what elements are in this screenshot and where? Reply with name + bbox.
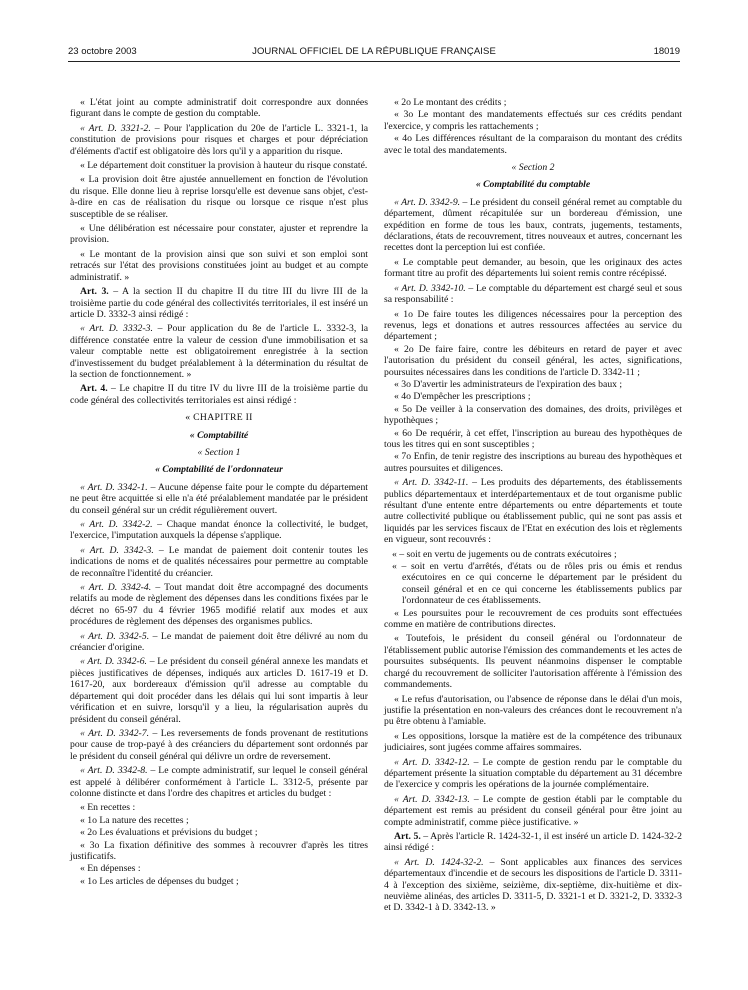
- body-paragraph: « Le refus d'autorisation, ou l'absence de réponse dans le délai d'un mois, justifie la présentation en non-valeurs des créances dont le recouvrement n'a pu être obtenu à l'amiable.: [384, 693, 682, 728]
- page-header: [68, 44, 680, 60]
- article-text: – Tout mandat doit être accompagné des documents relatifs au mode de règlement des dépenses dans les conditions fixées par le décret no 65-97 du 4 février 1965 modifié relatif aux modes et aux procédures de règlement des dépenses des organismes publics.: [70, 582, 368, 628]
- code-article-paragraph: [70, 582, 368, 628]
- article-text: – Le mandat de paiement doit contenir toutes les indications de noms et de qualités nécessaires pour permettre au comptable de reconnaître l'identité du créancier.: [70, 544, 368, 579]
- article-text: – Les produits des départements, des établissements publics départementaux et interdépartementaux et de tout organisme public résultant d'une entente entre départements ou entre départements et toute autre collectivité publique ou établissement public, qui ne sont pas assis et liquidés par les services fiscaux de l'Etat en exécution des lois et règlements en vigueur, sont recouvrés :: [384, 477, 682, 546]
- article-reference: « Art. D. 3342-7.: [80, 727, 150, 739]
- header-date: 23 octobre 2003: [68, 46, 137, 57]
- section-heading: « Section 2: [511, 162, 555, 174]
- article-reference: « Art. D. 3321-2.: [80, 122, 151, 134]
- body-paragraph: « Le département doit constituer la provision à hauteur du risque constaté.: [80, 160, 368, 172]
- body-paragraph: « Toutefois, le président du conseil général ou l'ordonnateur de l'établissement public autorise l'émission des commandements et les actes de poursuites subséquents. Ils peuvent néanmoins dispenser le comptable chargé du recouvrement de solliciter l'autorisation afférente à l'émission des commandements.: [384, 633, 682, 691]
- article-text: – Le chapitre II du titre IV du livre III de la troisième partie du code général des collectivités territoriales est ainsi rédigé :: [70, 383, 368, 406]
- body-paragraph: « Les poursuites pour le recouvrement de ces produits sont effectuées comme en matière de contributions directes.: [384, 607, 682, 631]
- body-paragraph: « 3o La fixation définitive des sommes à recouvrer d'après les titres justificatifs.: [70, 839, 368, 862]
- article-reference: Art. 4.: [80, 383, 108, 395]
- body-paragraph: « Le montant de la provision ainsi que son suivi et son emploi sont retracés sur l'état des provisions constituées joint au budget et au compte administratif. »: [70, 248, 368, 283]
- body-paragraph: « 3o Le montant des mandatements effectués sur ces crédits pendant l'exercice, y compris les rattachements ;: [384, 109, 682, 132]
- body-paragraph: « 7o Enfin, de tenir registre des inscriptions au bureau des hypothèques et autres poursuites et diligences.: [384, 451, 682, 474]
- body-paragraph: « En recettes :: [80, 802, 136, 814]
- journal-title: JOURNAL OFFICIEL DE LA RÉPUBLIQUE FRANÇAISE: [252, 46, 496, 57]
- article-text: – Le compte administratif, sur lequel le conseil général est appelé à délibérer conformément à l'article L. 3312-5, présente par colonne distincte et dans l'ordre des chapitres et articles du budget :: [70, 765, 368, 799]
- article-reference: « Art. D. 3342-9.: [394, 196, 461, 208]
- article-text: – Le mandat de paiement doit être délivré au nom du créancier d'origine.: [70, 630, 368, 654]
- body-paragraph: « 2o Les évaluations et prévisions du budget ;: [80, 827, 258, 839]
- article-paragraph: [70, 286, 368, 320]
- code-article-paragraph: [70, 656, 368, 724]
- article-reference: Art. 3.: [80, 286, 109, 298]
- article-reference: « Art. D. 3342-11.: [394, 477, 469, 489]
- body-paragraph: « 5o De veiller à la conservation des domaines, des droits, privilèges et hypothèques ;: [384, 403, 682, 427]
- article-text: – Le président du conseil général remet au comptable du département, dûment récapitulée sur un bordereau d'émission, une expédition en forme de tous les baux, contrats, jugements, testaments, déclarations, états de recouvrement, titres nouveaux et autres, concernant les recettes dont la perception lui est confiée.: [384, 196, 682, 254]
- body-paragraph: « 1o De faire toutes les diligences nécessaires pour la perception des revenus, legs et donations et autres ressources affectées au service du département ;: [384, 308, 682, 343]
- body-paragraph: « 1o Les articles de dépenses du budget ;: [80, 875, 239, 887]
- left-column: [70, 97, 368, 888]
- page-number: 18019: [653, 46, 680, 57]
- code-article-paragraph: [384, 857, 682, 914]
- article-text: – Pour l'application du 20e de l'article L. 3321-1, la constitution de provisions pour risques et charges et pour dépréciation d'éléments d'actif est obligatoire dès lors qu'il y a apparition du risque.: [70, 122, 368, 157]
- article-reference: « Art. D. 3342-12.: [394, 756, 470, 768]
- article-text: – Le compte de gestion rendu par le comptable du département présente la situation comptable du département au 31 décembre de l'exercice y compris les opérations de la journée complémentaire.: [384, 756, 682, 791]
- article-text: – A la section II du chapitre II du titre III du livre III de la troisième partie du code général des collectivités territoriales, il est inséré un article D. 3332-3 ainsi rédigé :: [70, 286, 368, 320]
- article-reference: « Art. D. 3342-6.: [80, 656, 147, 668]
- list-item: « – soit en vertu de jugements ou de contrats exécutoires ;: [392, 548, 617, 560]
- body-paragraph: « Le comptable peut demander, au besoin, que les originaux des actes formant titre au profit des départements lui soient remis contre récépissé.: [384, 256, 682, 280]
- code-article-paragraph: [384, 757, 682, 791]
- article-reference: « Art. D. 3342-2.: [80, 519, 153, 530]
- article-text: – Aucune dépense faite pour le compte du département ne peut être acquittée si elle n'a été préalablement mandatée par le président du conseil général sur un crédit régulièrement ouvert.: [70, 481, 368, 516]
- article-reference: « Art. D. 3332-3.: [80, 323, 153, 335]
- code-article-paragraph: [70, 631, 368, 654]
- list-item: « – soit en vertu d'arrêtés, d'états ou de rôles pris ou émis et rendus exécutoires en ce qui concerne le département par le président du conseil général et en ce qui concerne les établissements publics par l'ordonnateur de ces établissements.: [392, 561, 682, 607]
- body-paragraph: « 2o De faire faire, contre les débiteurs en retard de payer et avec l'autorisation du président du conseil général, les actes, significations, poursuites nécessaires dans les conditions de l'article D. 3342-11 ;: [384, 343, 682, 378]
- right-column: [384, 97, 682, 917]
- code-article-paragraph: [384, 794, 682, 828]
- article-reference: « Art. D. 3342-10.: [394, 282, 466, 294]
- article-reference: « Art. D. 3342-3.: [80, 544, 154, 556]
- body-paragraph: « Une délibération est nécessaire pour constater, ajuster et reprendre la provision.: [70, 223, 368, 246]
- article-text: – Le président du conseil général annexe les mandats et pièces justificatives de dépenses, indiqués aux articles D. 1617-19 et D. 1617-20, aux bordereaux d'émission qu'il adresse au comptable du département qui doit procéder dans les délais qui lui sont impartis à leur vérification et en suivre, lorsqu'il y a lieu, la régularisation auprès du président du conseil général.: [70, 656, 368, 725]
- body-paragraph: « L'état joint au compte administratif doit correspondre aux données figurant dans le compte de gestion du comptable.: [70, 97, 368, 120]
- code-article-paragraph: [70, 765, 368, 799]
- article-text: – Les reversements de fonds provenant de restitutions pour cause de trop-payé à des créanciers du département sont ordonnés par le président du conseil général qui délivre un ordre de reversement.: [70, 727, 368, 762]
- article-text: – Le comptable du département est chargé seul et sous sa responsabilité :: [384, 282, 682, 306]
- article-text: – Le compte de gestion établi par le comptable du département est remis au président du conseil général pour être joint au compte administratif, comme pièce justificative. »: [384, 793, 682, 828]
- article-reference: Art. 5.: [394, 830, 421, 842]
- code-article-paragraph: [70, 519, 368, 542]
- article-reference: « Art. D. 1424-32-2.: [394, 856, 484, 868]
- article-paragraph: [70, 383, 368, 406]
- code-article-paragraph: [384, 197, 682, 254]
- body-paragraph: « 4o Les différences résultant de la comparaison du montant des crédits avec le total des mandatements.: [384, 133, 682, 156]
- code-article-paragraph: [70, 482, 368, 516]
- code-article-paragraph: [384, 477, 682, 545]
- article-paragraph: [384, 831, 682, 854]
- header-rule: [68, 61, 680, 62]
- body-paragraph: « En dépenses :: [80, 863, 141, 875]
- section-heading: « Section 1: [197, 446, 241, 458]
- body-paragraph: « La provision doit être ajustée annuellement en fonction de l'évolution du risque. Elle donne lieu à reprise lorsqu'elle est devenue sans objet, c'est-à-dire en cas de réalisation du risque ou lorsque ce risque n'est plus susceptible de se réaliser.: [70, 174, 368, 220]
- body-paragraph: « 1o La nature des recettes ;: [80, 814, 189, 826]
- code-article-paragraph: [70, 123, 368, 157]
- body-paragraph: « 2o Le montant des crédits ;: [394, 97, 507, 108]
- article-reference: « Art. D. 3342-8.: [80, 765, 148, 777]
- body-paragraph: « 3o D'avertir les administrateurs de l'expiration des baux ;: [394, 378, 623, 390]
- article-reference: « Art. D. 3342-4.: [80, 582, 152, 594]
- code-article-paragraph: [70, 323, 368, 380]
- article-text: – Pour application du 8e de l'article L. 3332-3, la différence constatée entre la valeur de cession d'une immobilisation et sa valeur comptable nette est obligatoirement enregistrée à la section d'investissement du budget préalablement à la détermination du résultat de la section de fonctionnement. »: [70, 323, 368, 380]
- article-reference: « Art. D. 3342-1.: [80, 481, 148, 493]
- code-article-paragraph: [70, 728, 368, 762]
- body-paragraph: « 6o De requérir, à cet effet, l'inscription au bureau des hypothèques de tous les titres qui en sont susceptibles ;: [384, 427, 682, 450]
- article-text: – Chaque mandat énonce la collectivité, le budget, l'exercice, l'imputation auxquels la dépense s'applique.: [70, 519, 368, 542]
- section-heading: « Comptabilité: [189, 429, 249, 441]
- section-heading: « Comptabilité du comptable: [475, 179, 591, 191]
- article-reference: « Art. D. 3342-13.: [394, 793, 470, 805]
- code-article-paragraph: [70, 545, 368, 579]
- code-article-paragraph: [384, 283, 682, 306]
- body-paragraph: « 4o D'empêcher les prescriptions ;: [394, 391, 531, 403]
- article-text: – Après l'article R. 1424-32-1, il est inséré un article D. 1424-32-2 ainsi rédigé :: [384, 830, 682, 854]
- section-heading: « CHAPITRE II: [185, 412, 253, 424]
- article-text: – Sont applicables aux finances des services départementaux d'incendie et de secours les dispositions de l'article D. 3311-4 à l'exception des sixième, seizième, dix-septième, dix-huitième et dix-neuvième alinéas, des articles D. 3311-5, D. 3321-1 et D. 3321-2, D. 3332-3 et D. 3342-1 à D. 3342-13. »: [384, 856, 683, 914]
- section-heading: « Comptabilité de l'ordonnateur: [155, 464, 283, 476]
- article-reference: « Art. D. 3342-5.: [80, 630, 150, 642]
- body-paragraph: « Les oppositions, lorsque la matière est de la compétence des tribunaux judiciaires, sont jugées comme affaires sommaires.: [384, 730, 682, 754]
